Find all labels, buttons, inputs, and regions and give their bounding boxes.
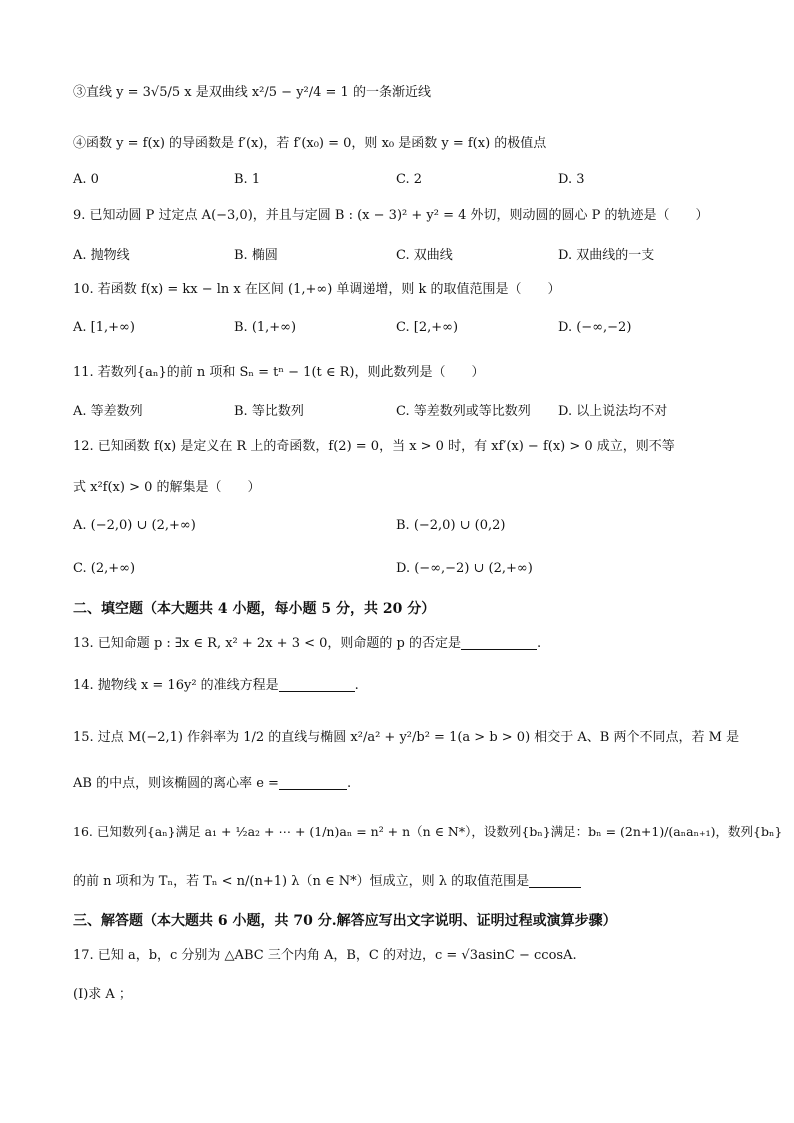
q9-stem: 9. 已知动圆 P 过定点 A(−3,0)，并且与定圆 B : (x − 3)² + y² = 4 外切，则动圆的圆心 P 的轨迹是（ ） [73, 208, 709, 223]
q15-text: AB 的中点，则该椭圆的离心率 e = [73, 776, 279, 791]
q10-option-c: C. [2,+∞) [396, 320, 459, 335]
q9-option-d: D. 双曲线的一支 [558, 248, 655, 263]
q9-option-a: A. 抛物线 [73, 248, 130, 263]
q11-option-a: A. 等差数列 [73, 404, 143, 419]
q15-answer-blank[interactable] [279, 775, 347, 790]
statement-3: ③直线 y = 3√5/5 x 是双曲线 x²/5 − y²/4 = 1 的一条渐近线 [73, 85, 431, 100]
q16-text: 的前 n 项和为 Tₙ，若 Tₙ < n/(n+1) λ（n ∈ N*）恒成立，则 λ 的取值范围是 [73, 874, 530, 889]
section-2-heading: 二、填空题（本大题共 4 小题，每小题 5 分，共 20 分） [73, 601, 436, 617]
q12-option-a: A. (−2,0) ∪ (2,+∞) [73, 518, 196, 533]
q14-answer-blank[interactable] [279, 677, 355, 692]
q10-option-b: B. (1,+∞) [234, 320, 297, 335]
q8-option-d: D. 3 [558, 172, 585, 187]
q16-answer-blank[interactable] [529, 873, 581, 888]
q8-option-c: C. 2 [396, 172, 423, 187]
q12-option-c: C. (2,+∞) [73, 561, 136, 576]
section-3-heading: 三、解答题（本大题共 6 小题，共 70 分.解答应写出文字说明、证明过程或演算步骤） [73, 913, 617, 929]
q10-stem: 10. 若函数 f(x) = kx − ln x 在区间 (1,+∞) 单调递增，则 k 的取值范围是（ ） [73, 282, 561, 297]
q11-option-d: D. 以上说法均不对 [558, 404, 668, 419]
q10-option-d: D. (−∞,−2) [558, 320, 632, 335]
statement-4: ④函数 y = f(x) 的导函数是 f′(x)，若 f′(x₀) = 0，则 x₀ 是函数 y = f(x) 的极值点 [73, 136, 547, 151]
q15-line2: AB 的中点，则该椭圆的离心率 e = . [73, 776, 352, 791]
q13: 13. 已知命题 p : ∃x ∈ R, x² + 2x + 3 < 0，则命题的 p 的否定是 . [73, 636, 542, 651]
q12-stem-line1: 12. 已知函数 f(x) 是定义在 R 上的奇函数，f(2) = 0，当 x > 0 时，有 xf′(x) − f(x) > 0 成立，则不等 [73, 439, 675, 454]
q8-option-b: B. 1 [234, 172, 261, 187]
q10-option-a: A. [1,+∞) [73, 320, 135, 335]
q9-option-c: C. 双曲线 [396, 248, 453, 263]
q12-stem-line2: 式 x²f(x) > 0 的解集是（ ） [73, 480, 261, 495]
q14-text: 14. 抛物线 x = 16y² 的准线方程是 [73, 678, 279, 693]
q13-text: 13. 已知命题 p : ∃x ∈ R, x² + 2x + 3 < 0，则命题的 p 的否定是 [73, 636, 461, 651]
q16-line1: 16. 已知数列{aₙ}满足 a₁ + ½a₂ + ⋯ + (1/n)aₙ = n² + n（n ∈ N*），设数列{bₙ}满足：bₙ = (2n+1)/(aₙaₙ₊₁)，数列{bₙ} [73, 824, 783, 839]
q11-option-b: B. 等比数列 [234, 404, 304, 419]
q11-stem: 11. 若数列{aₙ}的前 n 项和 Sₙ = tⁿ − 1(t ∈ R)，则此数列是（ ） [73, 365, 485, 380]
q17-stem: 17. 已知 a，b，c 分别为 △ABC 三个内角 A，B，C 的对边，c = √3asinC − ccosA. [73, 948, 577, 963]
q11-option-c: C. 等差数列或等比数列 [396, 404, 531, 419]
q12-option-b: B. (−2,0) ∪ (0,2) [396, 518, 506, 533]
q15-line1: 15. 过点 M(−2,1) 作斜率为 1/2 的直线与椭圆 x²/a² + y²/b² = 1(a > b > 0) 相交于 A、B 两个不同点，若 M 是 [73, 730, 740, 745]
q14: 14. 抛物线 x = 16y² 的准线方程是 . [73, 678, 359, 693]
q13-answer-blank[interactable] [461, 635, 537, 650]
q8-option-a: A. 0 [73, 172, 99, 187]
q16-line2 [73, 872, 733, 892]
q9-option-b: B. 椭圆 [234, 248, 278, 263]
q12-option-d: D. (−∞,−2) ∪ (2,+∞) [396, 561, 533, 576]
q17-part-1: (Ⅰ)求 A ； [73, 987, 132, 1002]
